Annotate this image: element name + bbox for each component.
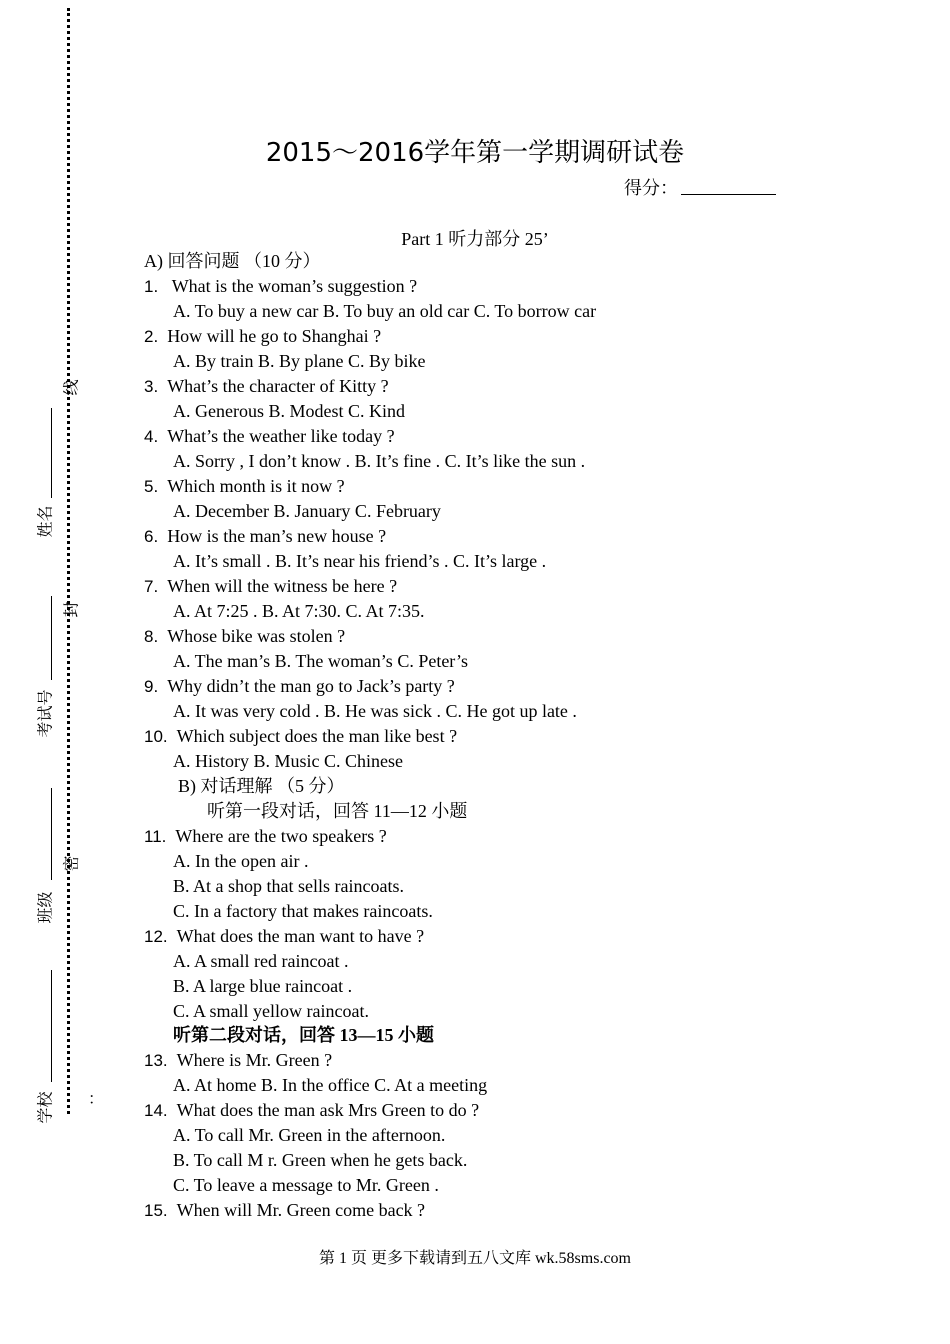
examno-blank[interactable] <box>51 596 52 680</box>
option: A. To call Mr. Green in the afternoon. <box>173 1125 446 1145</box>
option: C. To leave a message to Mr. Green . <box>173 1175 439 1195</box>
sectionA-heading: A) 回答问题 （10 分） <box>144 251 321 271</box>
margin-mi: 密 <box>63 855 81 872</box>
margin-name-label: 姓名 <box>37 505 55 538</box>
options: A. At 7:25 . B. At 7:30. C. At 7:35. <box>173 601 425 621</box>
options: A. December B. January C. February <box>173 501 441 521</box>
option: B. At a shop that sells raincoats. <box>173 876 404 896</box>
margin-feng: 封 <box>63 601 81 618</box>
options: A. The man’s B. The woman’s C. Peter’s <box>173 651 468 671</box>
question: 7. When will the witness be here ? <box>144 576 398 596</box>
margin-xian: 线 <box>63 379 81 396</box>
part1-heading: Part 1 听力部分 25’ <box>401 229 549 249</box>
question: 11. Where are the two speakers ? <box>144 826 387 846</box>
options: A. By train B. By plane C. By bike <box>173 351 426 371</box>
page-footer: 第 1 页 更多下载请到五八文库 wk.58sms.com <box>318 1250 631 1267</box>
question: 5. Which month is it now ? <box>144 476 345 496</box>
question: 14. What does the man ask Mrs Green to do ? <box>144 1100 480 1120</box>
margin-class-label: 班级 <box>37 891 55 924</box>
option: C. In a factory that makes raincoats. <box>173 901 433 921</box>
margin-school-label: 学校 <box>37 1091 55 1124</box>
options: A. Sorry , I don’t know . B. It’s fine . C. It’s like the sun . <box>173 451 586 471</box>
options: A. It’s small . B. It’s near his friend’s . C. It’s large . <box>173 551 547 571</box>
option: A. A small red raincoat . <box>173 951 349 971</box>
question: 3. What’s the character of Kitty ? <box>144 376 389 396</box>
options: A. It was very cold . B. He was sick . C. He got up late . <box>173 701 577 721</box>
question: 4. What’s the weather like today ? <box>144 426 395 446</box>
dialog1-heading: 听第一段对话，回答 11—12 小题 <box>207 801 468 821</box>
question: 2. How will he go to Shanghai ? <box>144 326 382 346</box>
name-blank[interactable] <box>51 408 52 498</box>
class-blank[interactable] <box>51 788 52 880</box>
question: 12. What does the man want to have ? <box>144 926 425 946</box>
option: C. A small yellow raincoat. <box>173 1001 369 1021</box>
question: 9. Why didn’t the man go to Jack’s party ? <box>144 676 455 696</box>
question: 1. What is the woman’s suggestion ? <box>144 276 418 296</box>
school-blank[interactable] <box>51 970 52 1082</box>
score-blank[interactable] <box>681 194 776 195</box>
option: B. A large blue raincoat . <box>173 976 353 996</box>
question: 6. How is the man’s new house ? <box>144 526 387 546</box>
margin-colon: ： <box>88 1091 105 1108</box>
question: 15. When will Mr. Green come back ? <box>144 1200 426 1220</box>
options: A. To buy a new car B. To buy an old car C. To borrow car <box>173 301 597 321</box>
margin-examno-label: 考试号 <box>37 689 55 738</box>
sectionB-heading: B) 对话理解 （5 分） <box>178 776 345 796</box>
dialog2-heading: 听第二段对话，回答 13—15 小题 <box>173 1025 434 1045</box>
options: A. History B. Music C. Chinese <box>173 751 404 771</box>
option: B. To call M r. Green when he gets back. <box>173 1150 468 1170</box>
options: A. Generous B. Modest C. Kind <box>173 401 405 421</box>
score-label: 得分： <box>624 178 678 199</box>
option: A. In the open air . <box>173 851 309 871</box>
question: 13. Where is Mr. Green ? <box>144 1050 333 1070</box>
question: 8. Whose bike was stolen ? <box>144 626 346 646</box>
page-title: 2015～2016学年第一学期调研试卷 <box>265 138 685 168</box>
options: A. At home B. In the office C. At a meeting <box>173 1075 488 1095</box>
binding-dotted-line <box>67 8 70 1114</box>
question: 10. Which subject does the man like best ? <box>144 726 458 746</box>
